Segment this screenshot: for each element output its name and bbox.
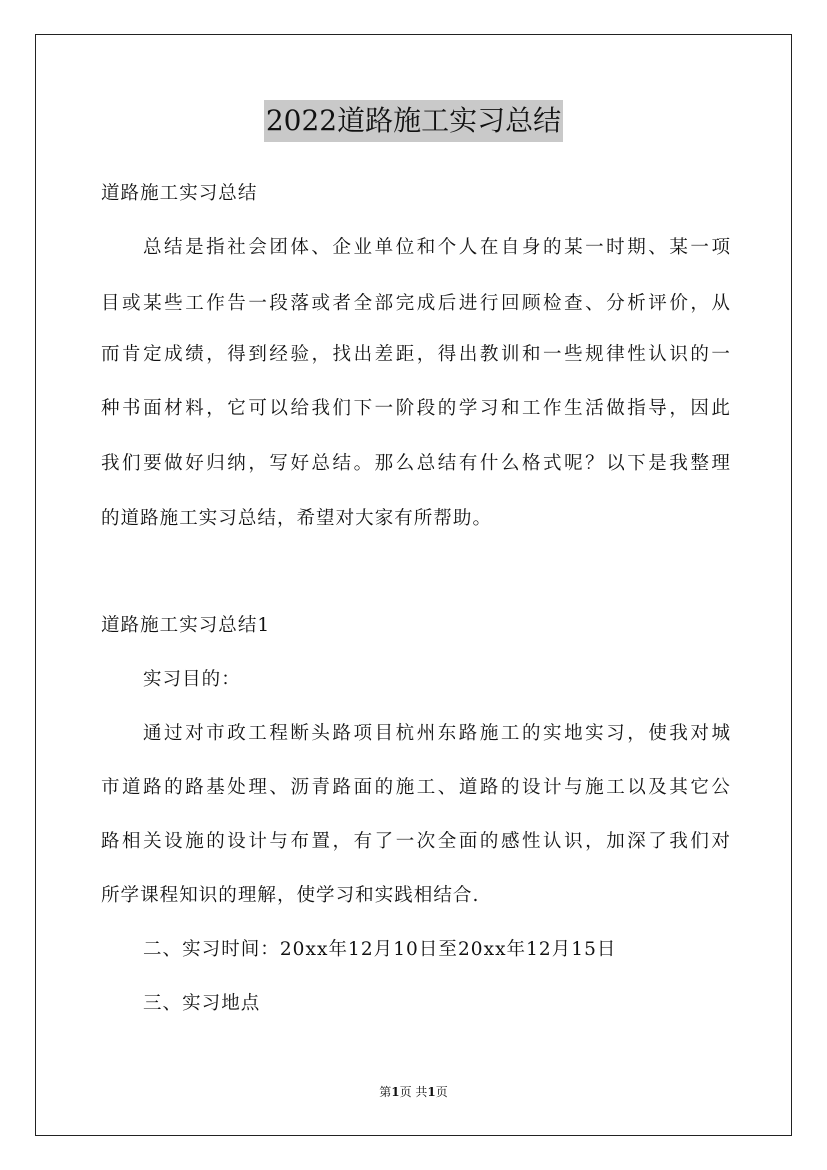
- intro-line: 总结是指社会团体、企业单位和个人在自身的某一时期、某一项: [143, 237, 731, 258]
- intro-line: 种书面材料，它可以给我们下一阶段的学习和工作生活做指导，因此: [101, 398, 731, 419]
- purpose-line: 路相关设施的设计与布置，有了一次全面的感性认识，加深了我们对: [101, 831, 731, 852]
- time-line: 二、实习时间：20xx年12月10日至20xx年12月15日: [143, 939, 617, 960]
- location-line: 三、实习地点: [143, 993, 261, 1014]
- footer-suffix: 页: [435, 1085, 448, 1099]
- intro-line: 而肯定成绩，得到经验，找出差距，得出教训和一些规律性认识的一: [101, 344, 731, 365]
- purpose-line: 所学课程知识的理解，使学习和实践相结合.: [101, 885, 480, 906]
- title-container: [0, 100, 827, 142]
- intro-line: 目或某些工作告一段落或者全部完成后进行回顾检查、分析评价，从: [101, 293, 731, 314]
- purpose-label: 实习目的：: [143, 669, 241, 690]
- footer-page-current: 1: [391, 1085, 400, 1099]
- footer-page-total: 1: [427, 1085, 436, 1099]
- intro-line: 我们要做好归纳，写好总结。那么总结有什么格式呢？以下是我整理: [101, 453, 731, 474]
- subtitle: 道路施工实习总结: [101, 183, 258, 204]
- purpose-line: 市道路的路基处理、沥青路面的施工、道路的设计与施工以及其它公: [101, 777, 731, 798]
- document-title: 2022道路施工实习总结: [264, 100, 563, 142]
- footer-prefix: 第: [379, 1085, 392, 1099]
- page-footer: [0, 1083, 827, 1101]
- section-heading: 道路施工实习总结1: [101, 615, 271, 636]
- footer-mid: 页 共: [399, 1085, 428, 1099]
- intro-line: 的道路施工实习总结，希望对大家有所帮助。: [101, 508, 493, 529]
- purpose-line: 通过对市政工程断头路项目杭州东路施工的实地实习，使我对城: [143, 723, 731, 744]
